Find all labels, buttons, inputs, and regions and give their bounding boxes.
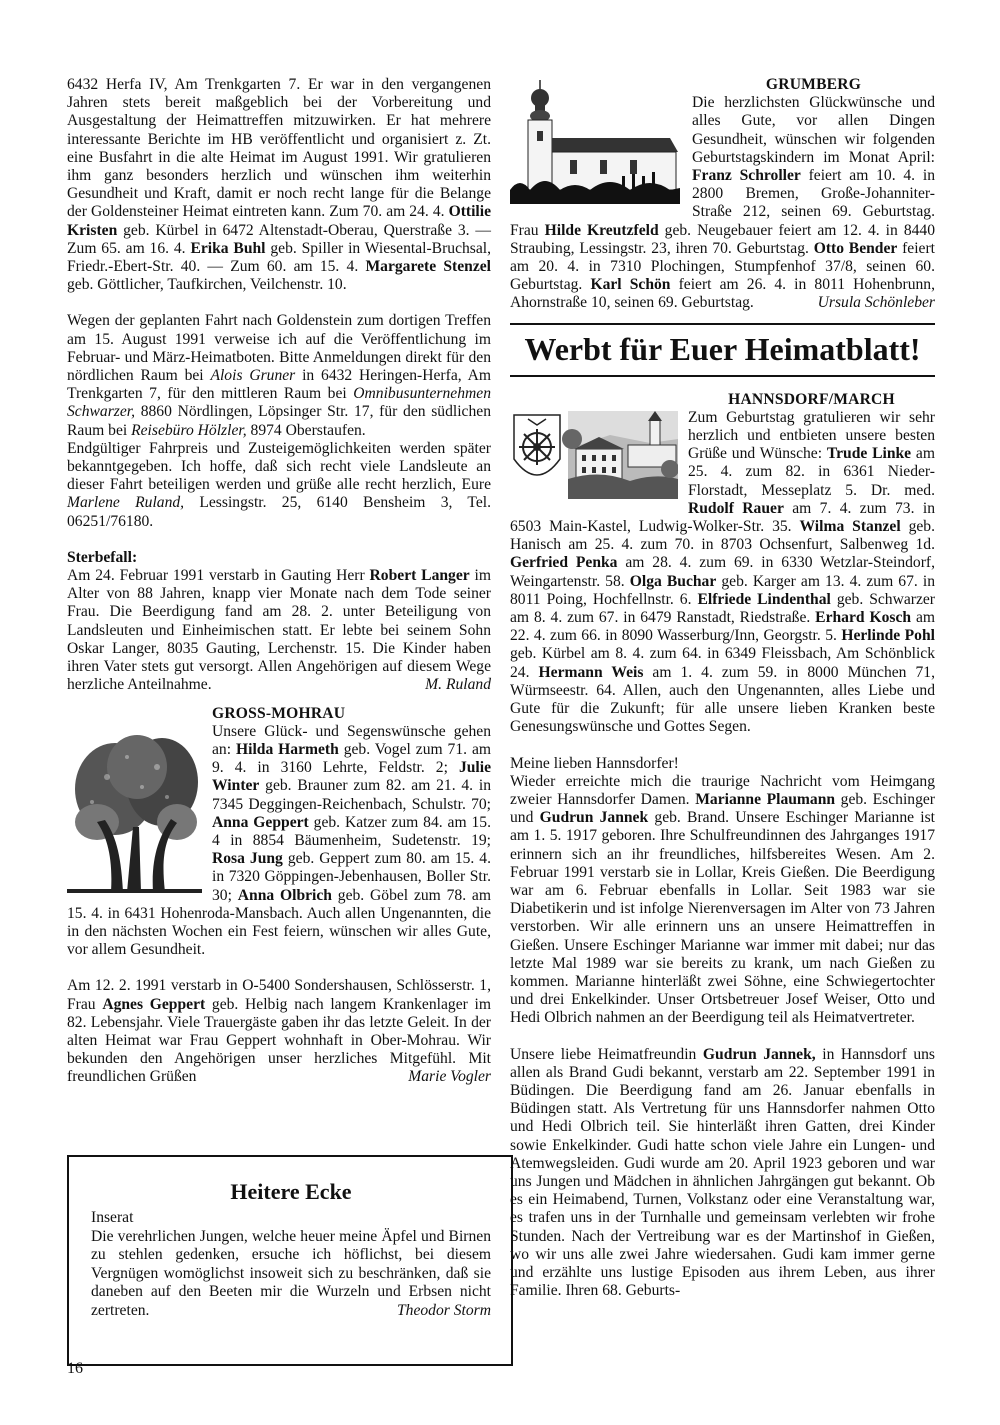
signature: M. Ruland xyxy=(425,676,491,694)
right-column xyxy=(510,76,935,1300)
person-name: Wilma Stanzel xyxy=(799,518,901,536)
intro-paragraph: 6432 Herfa IV, Am Trenkgarten 7. Er war in den vergangenen Jahren stets bereit maßgeblich bei der Vorbereitung und Ausgestaltung der Heimattreffen mitzuwirken. Er hat mehrere interessante Berichte im HB veröffentlicht und organisiert z. Zt. eine Busfahrt in die alte Heimat im August 1991. Wir gratulieren ihm ganz besonders herzlich und wünschen ihm weiterhin Gesundheit und Kraft, damit er noch recht lange für die Belange der Goldensteiner Heimat eintreten kann. Zum 70. am 24. 4. Ottilie Kristen geb. Kürbel in 6472 Altenstadt-Oberau, Querstraße 3. — Zum 65. am 16. 4. Erika Buhl geb. Spiller in Wiesental-Bruchsal, Friedr.-Ebert-Str. 40. — Zum 60. am 15. 4. Margarete Stenzel geb. Göttlicher, Taufkirchen, Veilchenstr. 10. xyxy=(67,76,492,294)
gross-mohrau-paragraph: Unsere Glück- und Segenswünsche gehen an: Hilda Harmeth geb. Vogel zum 71. am 9. 4. in 3160 Lehrte, Feldstr. 2; Julie Winter geb. Brauner zum 82. am 21. 4. in 7345 Deggingen-Reichenbach, Schulstr. 70; Anna Geppert geb. Katzer zum 84. am 15. 4 in 8854 Bäumenheim, Sudetenstr. 19; Rosa Jung geb. Geppert zum 80. am 15. 4. in 7320 Göppingen-Jebenhausen, Boller Str. 30; Anna Olbrich geb. Göbel zum 78. am 15. 4. in 6431 Hohenroda-Mansbach. Auch allen Ungenannten, die in den nächsten Wochen ein Fest feiern, wünschen wir alles Gute, vor allem Gesundheit. xyxy=(67,722,492,959)
person-name: Julie Winter xyxy=(212,759,492,795)
person-name: Gerfried Penka xyxy=(510,554,618,572)
person-name: Otto Bender xyxy=(813,239,898,257)
person-name: Hilde Kreutzfeld xyxy=(544,221,659,239)
grumberg-heading: GRUMBERG xyxy=(765,76,862,93)
person-name: Anna Olbrich xyxy=(237,886,332,904)
person-name: Olga Buchar xyxy=(629,572,717,590)
person-name: Elfriede Lindenthal xyxy=(697,590,831,608)
person-name: Gudrun Jannek, xyxy=(702,1045,816,1063)
gross-mohrau-section xyxy=(67,705,491,960)
person-name: Trude Linke xyxy=(826,445,912,463)
gross-mohrau-heading: GROSS-MOHRAU xyxy=(212,704,346,722)
box-title: Heitere Ecke xyxy=(230,1179,352,1204)
person-name: Anna Geppert xyxy=(212,813,309,831)
person-name: Rosa Jung xyxy=(212,850,283,868)
person-name: Karl Schön xyxy=(590,276,671,294)
hannsdorf-paragraph: Zum Geburtstag gratulieren wir sehr herzlich und entbieten unsere besten Grüße und Wünsche: Trude Linke am 25. 4. zum 82. in 6361 Nieder-Florstadt, Messeplatz 5. Dr. med. Rudolf Rauer am 7. 4. zum 73. in 6503 Main-Kastel, Ludwig-Wolker-Str. 35. Wilma Stanzel geb. Hanisch am 25. 4. zum 70. in 8703 Ochsenfurt, Salbenweg 1d. Gerfried Penka am 28. 4. zum 69. in 6330 Wetzlar-Steindorf, Weingartenstr. 58. Olga Buchar geb. Karger am 13. 4. zum 67. in 8011 Poing, Hochfellnstr. 6. Elfriede Lindenthal geb. Schwarzer am 8. 4. zum 67. in 6479 Ranstadt, Riedstraße. Erhard Kosch am 22. 4. zum 66. in 8090 Wasserburg/Inn, Georgstr. 5. Herlinde Pohl geb. Kürbel am 8. 4. zum 64. in 6349 Fleissbach, Am Schönblick 24. Hermann Weis am 1. 4. zum 59. in 8000 München 71, Würmseestr. 64. Allen, auch den Ungenannten, alles Liebe und Gute für die Zukunft; für alle unsere lieben Kranken beste Genesungswünsche und Gottes Segen. xyxy=(510,408,935,736)
heitere-ecke-box xyxy=(67,1155,513,1366)
person-name: Herlinde Pohl xyxy=(841,627,935,645)
trip-paragraph-2: Endgültiger Fahrpreis und Zusteigemöglichkeiten werden später bekanntgegeben. Ich hoffe, daß sich recht viele Landsleute an dieser Fahrt beteiligen werden und grüße alle recht herzlich, Eure Marlene Ruland, Lessingstr. 25, 6140 Bensheim 3, Tel. 06251/76180. xyxy=(67,439,491,530)
box-label: Inserat xyxy=(91,1209,134,1226)
person-name: Rudolf Rauer xyxy=(688,499,784,517)
person-name: Franz Schroller xyxy=(692,167,801,185)
nachruf-paragraph-1: Wieder erreichte mich die traurige Nachricht vom Heimgang zweier Hannsdorfer Damen. Marianne Plaumann geb. Eschinger und Gudrun Jannek geb. Brand. Unsere Eschinger Marianne ist am 1. 5. 1917 geboren. Ihre Schulfreundinnen des Jahrganges 1917 erinnern sich an ihr freundliches, hilfsbereites Wesen. Am 2. Februar 1991 verstarb sie in Lollar, Kreis Gießen. Die Beerdigung war am 6. Februar ebenfalls in Lollar. Seit 1983 war sie Diabetikerin und ist infolge Nierenversagen im Alter von 73 Jahren verstorben. Wir alle erinnern uns an unsere Heimattreffen in Gießen. Unsere Eschinger Marianne war immer mit dabei; nur das letzte Mal 1989 war sie bereits zu krank, um nach Gießen zu kommen. Marianne hinterläßt zwei Söhne, eine Schwiegertochter und drei Enkelkinder. Unser Ortsbetreuer Josef Weiser, Otto und Hedi Olbrich nahmen an der Beerdigung teil als Heimatvertreter. xyxy=(510,772,936,1027)
person-name: Margarete Stenzel xyxy=(365,258,491,276)
greeting-line: Meine lieben Hannsdorfer! xyxy=(510,754,679,772)
tree-illustration xyxy=(67,727,202,897)
trip-paragraph: Wegen der geplanten Fahrt nach Goldenstein zum dortigen Treffen am 15. August 1991 verweise ich auf die Veröffentlichung im Februar- und März-Heimatboten. Bitte Anmeldungen direkt für den nördlichen Raum bei Alois Gruner in 6432 Heringen-Herfa, Am Trenkgarten 7, für den mittleren Raum bei Omnibusunternehmen Schwarzer, 8860 Nördlingen, Löpsinger Str. 17, für den südlichen Raum bei Reisebüro Hölzler, 8974 Oberstaufen. xyxy=(67,312,491,439)
person-name: Erhard Kosch xyxy=(815,609,912,627)
person-name: Erika Buhl xyxy=(190,239,266,257)
signature: Ursula Schönleber xyxy=(817,294,935,312)
person-name: Ottilie Kristen xyxy=(67,203,491,239)
person-name: Marianne Plaumann xyxy=(695,790,836,808)
hannsdorf-section xyxy=(510,391,935,737)
sterbefall-paragraph: Am 24. Februar 1991 verstarb in Gauting Herr Robert Langer im Alter von 88 Jahren, knapp vier Monate nach dem Tode seiner Frau. Die Beerdigung fand am 28. 2. unter Beteiligung von Landsleuten und Einheimischen statt. Er lebte bei seinem Sohn Oskar Langer, 8035 Gauting, Lerchenstr. 15. Die Kinder haben ihren Vater stets gut versorgt. Allen Angehörigen auf diesem Wege herzliche Anteilnahme. M. Ruland xyxy=(67,567,492,694)
church-illustration xyxy=(510,76,680,204)
banner-headline: Werbt für Euer Heimatblatt! xyxy=(510,323,935,377)
left-column xyxy=(67,76,491,1087)
nachruf-paragraph-2: Unsere liebe Heimatfreundin Gudrun Jannek, in Hannsdorf uns allen als Brand Gudi bekannt, verstarb am 22. September 1991 in Büdingen. Die Beerdigung fand am 26. Januar ebenfalls in Büdingen statt. Als Vertretung für uns Hannsdorfer nahmen Otto und Hedi Olbrich teil. Sie hinterläßt ihren Gatten, drei Kinder sowie Enkelkinder. Gudi hatte schon viele Jahre ein Lungen- und Atemwegsleiden. Gudi wurde am 20. April 1923 geboren und war uns Jungen und Mädchen in ähnlichen Jahrgängen gut bekannt. Ob es ein Heimabend, Turnen, Volkstanz oder eine Veranstaltung war, es trafen uns in der Turnhalle und gemeinsam verlebten wir frohe Stunden. Nach der Vertreibung war es der Martinshof in Gießen, wo wir uns alle zwei Jahre wiedersahen. Gudi kam immer gerne und erzählte uns lustige Episoden aus ihrem Leben, aus ihrer Familie. Ihren 68. Geburts- xyxy=(510,1045,935,1300)
person-name: Hermann Weis xyxy=(538,663,644,681)
grumberg-section xyxy=(510,76,935,313)
person-name: Robert Langer xyxy=(369,567,470,585)
town-illustration xyxy=(510,409,678,501)
person-name: Hilda Harmeth xyxy=(235,740,339,758)
signature: Theodor Storm xyxy=(396,1301,491,1319)
person-name: Gudrun Jannek xyxy=(539,809,649,827)
hannsdorf-heading: HANNSDORF/MARCH xyxy=(728,390,895,408)
sterbefall-heading: Sterbefall: xyxy=(67,548,138,566)
tod-paragraph: Am 12. 2. 1991 verstarb in O-5400 Sondershausen, Schlösserstr. 1, Frau Agnes Geppert geb. Helbig nach langem Krankenlager im 82. Lebensjahr. Viele Trauergäste gaben ihr das letzte Geleit. In der alten Heimat war Frau Geppert wohnhaft in Ober-Mohrau. Wir bekunden den Angehörigen unser herzliches Mitgefühl. Mit freundlichen Grüßen Marie Vogler xyxy=(67,977,491,1086)
person-name: Agnes Geppert xyxy=(102,995,206,1013)
page-number: 16 xyxy=(67,1360,83,1377)
signature: Marie Vogler xyxy=(408,1068,491,1086)
box-text: Die verehrlichen Jungen, welche heuer meine Äpfel und Birnen zu stehlen gedenken, ersuche ich höflichst, bei diesem Vergnügen womöglichst insoweit sich zu beschränken, daß sie daneben auf den Beeten mir die Wurzeln und Erbsen nicht zertreten. Theodor Storm xyxy=(91,1227,491,1319)
grumberg-paragraph: Die herzlichsten Glückwünsche und alles Gute, vor allen Dingen Gesundheit, wünschen wir folgenden Geburtstagskindern im Monat April: Franz Schroller feiert am 10. 4. in 2800 Bremen, Große-Johanniter-Straße 212, seinen 69. Geburtstag. Frau Hilde Kreutzfeld geb. Neugebauer feiert am 12. 4. in 8440 Straubing, Lessingstr. 23, ihren 70. Geburtstag. Otto Bender feiert am 20. 4. in 7310 Plochingen, Stumpfenhof 37/8, seinen 60. Geburtstag. Karl Schön feiert am 26. 4. in 8011 Hohenbrunn, Ahornstraße 10, seinen 69. Geburtstag. Ursula Schönleber xyxy=(510,94,936,312)
